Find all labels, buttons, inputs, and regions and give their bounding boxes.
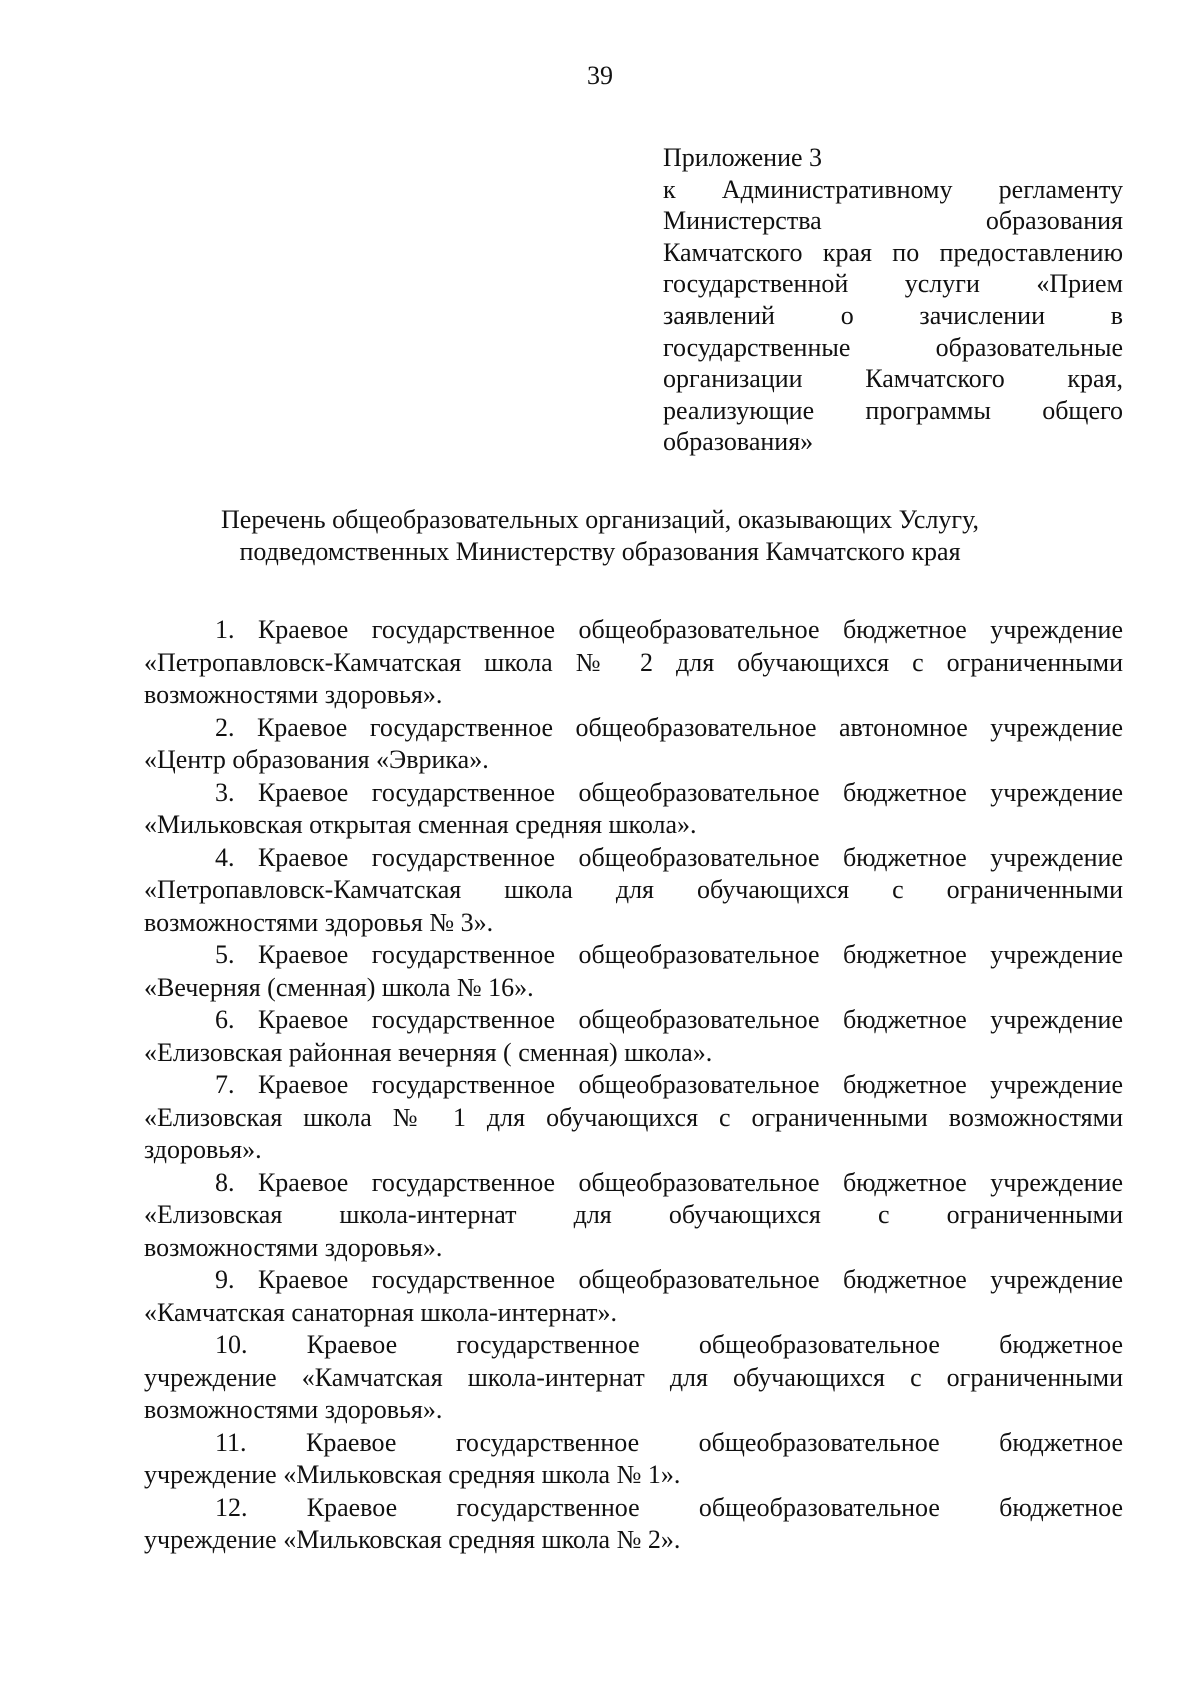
title-line: подведомственных Министерству образования Камчатского края [239, 537, 961, 566]
list-item [144, 614, 1123, 712]
appendix-line: Камчатского края по предоставлению [663, 237, 1123, 267]
item-line: возможностями здоровья». [144, 1395, 443, 1424]
list-item [144, 1427, 1123, 1492]
item-line: 10. Краевое государственное общеобразовательное бюджетное [215, 1330, 1123, 1359]
item-line: 6. Краевое государственное общеобразовательное бюджетное учреждение [215, 1005, 1123, 1034]
item-line: 12. Краевое государственное общеобразовательное бюджетное [215, 1492, 1123, 1522]
item-line: 9. Краевое государственное общеобразовательное бюджетное учреждение [215, 1265, 1123, 1294]
list-item [144, 842, 1123, 940]
list-item [144, 1492, 1123, 1557]
list-item [144, 777, 1123, 842]
appendix-line: к Административному регламенту [663, 174, 1123, 204]
item-line: «Петропавловск-Камчатская школа для обучающихся с ограниченными [144, 875, 1123, 904]
item-line: 7. Краевое государственное общеобразовательное бюджетное учреждение [215, 1070, 1123, 1099]
list-item [144, 712, 1123, 777]
item-line: «Мильковская открытая сменная средняя школа». [144, 810, 697, 839]
item-line: возможностями здоровья». [144, 1232, 443, 1262]
document-title [0, 504, 1200, 568]
organization-list [144, 614, 1123, 1557]
item-line: «Вечерняя (сменная) школа № 16». [144, 972, 534, 1002]
list-item [144, 939, 1123, 1004]
item-line: «Петропавловск-Камчатская школа № 2 для обучающихся с ограниченными [144, 647, 1123, 677]
item-line: учреждение «Мильковская средняя школа № 2». [144, 1525, 681, 1554]
appendix-line: реализующие программы общего [663, 395, 1123, 425]
item-line: 5. Краевое государственное общеобразовательное бюджетное учреждение [215, 940, 1123, 969]
item-line: «Елизовская районная вечерняя ( сменная) школа». [144, 1037, 713, 1067]
appendix-line: образования» [663, 427, 814, 457]
appendix-line: Приложение 3 [663, 143, 823, 172]
item-line: «Елизовская школа № 1 для обучающихся с ограниченными возможностями [144, 1102, 1123, 1132]
item-line: 11. Краевое государственное общеобразовательное бюджетное [215, 1427, 1123, 1457]
list-item [144, 1329, 1123, 1427]
appendix-heading [663, 142, 1123, 458]
item-line: учреждение «Мильковская средняя школа № 1». [144, 1460, 681, 1489]
list-item [144, 1069, 1123, 1167]
item-line: 3. Краевое государственное общеобразовательное бюджетное учреждение [215, 777, 1123, 807]
item-line: возможностями здоровья № 3». [144, 907, 494, 937]
item-line: 1. Краевое государственное общеобразовательное бюджетное учреждение [215, 615, 1123, 644]
appendix-line: заявлений о зачислении в [663, 300, 1123, 330]
item-line: учреждение «Камчатская школа-интернат для обучающихся с ограниченными [144, 1362, 1123, 1392]
item-line: 4. Краевое государственное общеобразовательное бюджетное учреждение [215, 842, 1123, 872]
item-line: «Камчатская санаторная школа-интернат». [144, 1297, 618, 1327]
title-line: Перечень общеобразовательных организаций, оказывающих Услугу, [221, 505, 979, 534]
list-item [144, 1167, 1123, 1265]
appendix-line: государственной услуги «Прием [663, 269, 1123, 299]
page-number: 39 [587, 61, 613, 90]
item-line: 2. Краевое государственное общеобразовательное автономное учреждение [215, 712, 1123, 742]
appendix-line: Министерства образования [663, 206, 1123, 236]
appendix-line: организации Камчатского края, [663, 364, 1123, 394]
item-line: здоровья». [144, 1135, 262, 1164]
item-line: «Елизовская школа-интернат для обучающихся с ограниченными [144, 1200, 1123, 1229]
item-line: возможностями здоровья». [144, 680, 443, 709]
item-line: «Центр образования «Эврика». [144, 745, 489, 774]
list-item [144, 1264, 1123, 1329]
list-item [144, 1004, 1123, 1069]
appendix-line: государственные образовательные [663, 332, 1123, 362]
item-line: 8. Краевое государственное общеобразовательное бюджетное учреждение [215, 1167, 1123, 1197]
